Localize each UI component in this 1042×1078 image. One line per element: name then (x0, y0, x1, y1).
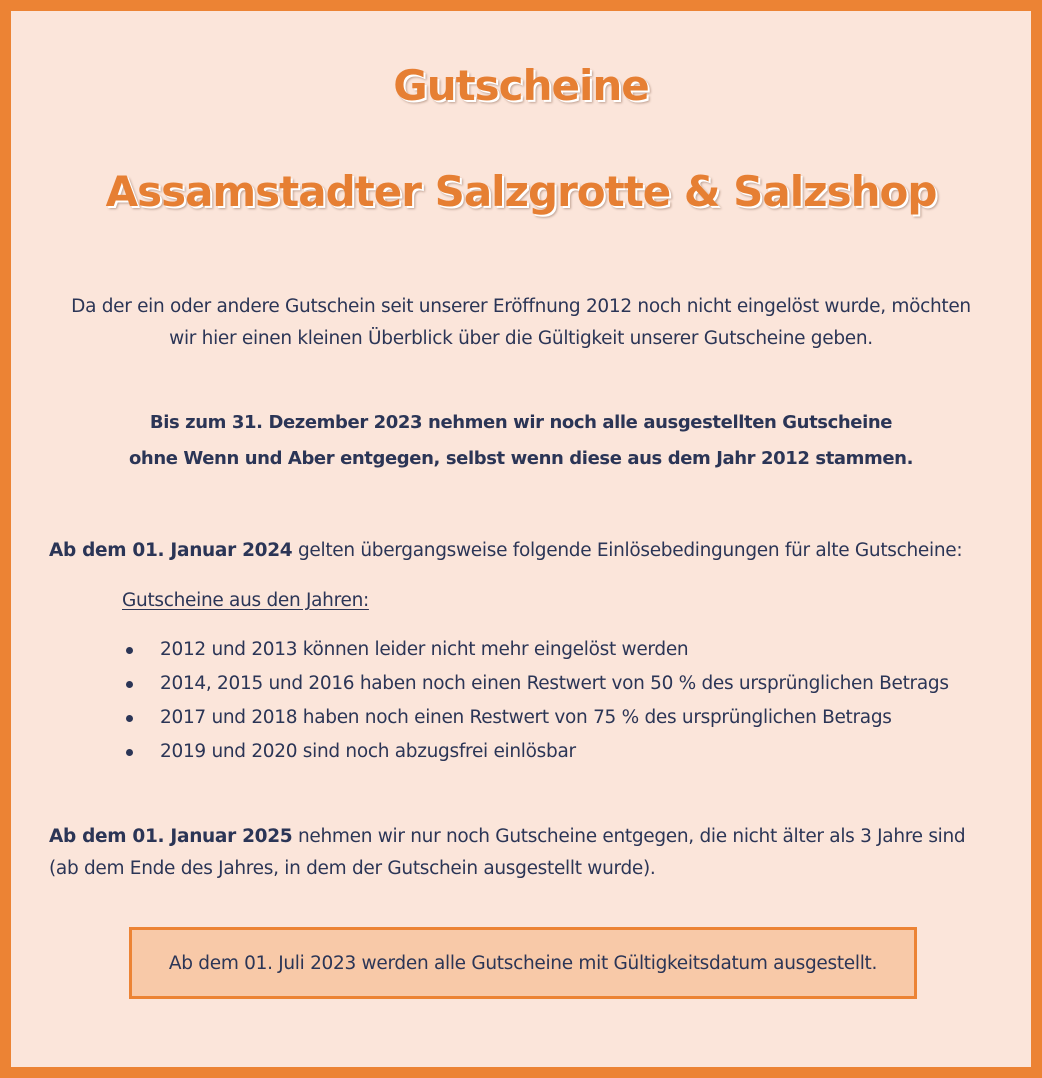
rules-2024-date: Ab dem 01. Januar 2024 (49, 540, 293, 561)
info-box-text: Ab dem 01. Juli 2023 werden alle Gutscheine mit Gültigkeitsdatum ausgestellt. (168, 952, 878, 974)
list-item (122, 633, 1022, 667)
intro-line-1: Da der ein oder andere Gutschein seit unserer Eröffnung 2012 noch nicht eingelöst wurde, möchten (71, 296, 971, 317)
intro-line-2: wir hier einen kleinen Überblick über die Gültigkeit unserer Gutscheine geben. (169, 328, 873, 349)
list-item-text: 2012 und 2013 können leider nicht mehr eingelöst werden (160, 639, 689, 660)
years-list (122, 633, 1022, 769)
list-item-text: 2019 und 2020 sind noch abzugsfrei einlösbar (160, 741, 576, 762)
rules-2025-paragraph (49, 821, 1009, 885)
intro-paragraph (31, 291, 1011, 355)
list-item-text: 2014, 2015 und 2016 haben noch einen Restwert von 50 % des ursprünglichen Betrags (160, 673, 949, 694)
rules-2025-date: Ab dem 01. Januar 2025 (49, 826, 293, 847)
bullet-icon (126, 749, 133, 756)
notice-line-1: Bis zum 31. Dezember 2023 nehmen wir noch alle ausgestellten Gutscheine (149, 412, 893, 433)
list-item (122, 701, 1022, 735)
list-item (122, 667, 1022, 701)
page-title: Gutscheine (393, 61, 649, 110)
rules-2025-text-2: (ab dem Ende des Jahres, in dem der Gutschein ausgestellt wurde). (49, 858, 656, 879)
rules-2024-text: gelten übergangsweise folgende Einlösebedingungen für alte Gutscheine: (292, 540, 963, 561)
bullet-icon (126, 681, 133, 688)
list-item (122, 735, 1022, 769)
page-subtitle: Assamstadter Salzgrotte & Salzshop (105, 167, 937, 216)
bullet-icon (126, 715, 133, 722)
years-subheading: Gutscheine aus den Jahren: (122, 590, 369, 611)
deadline-notice (31, 405, 1011, 477)
validity-info-box (129, 927, 917, 999)
rules-2025-text-1: nehmen wir nur noch Gutscheine entgegen, die nicht älter als 3 Jahre sind (292, 826, 966, 847)
bullet-icon (126, 647, 133, 654)
rules-2024-intro (49, 535, 1009, 567)
notice-line-2: ohne Wenn und Aber entgegen, selbst wenn diese aus dem Jahr 2012 stammen. (128, 448, 914, 469)
list-item-text: 2017 und 2018 haben noch einen Restwert von 75 % des ursprünglichen Betrags (160, 707, 892, 728)
